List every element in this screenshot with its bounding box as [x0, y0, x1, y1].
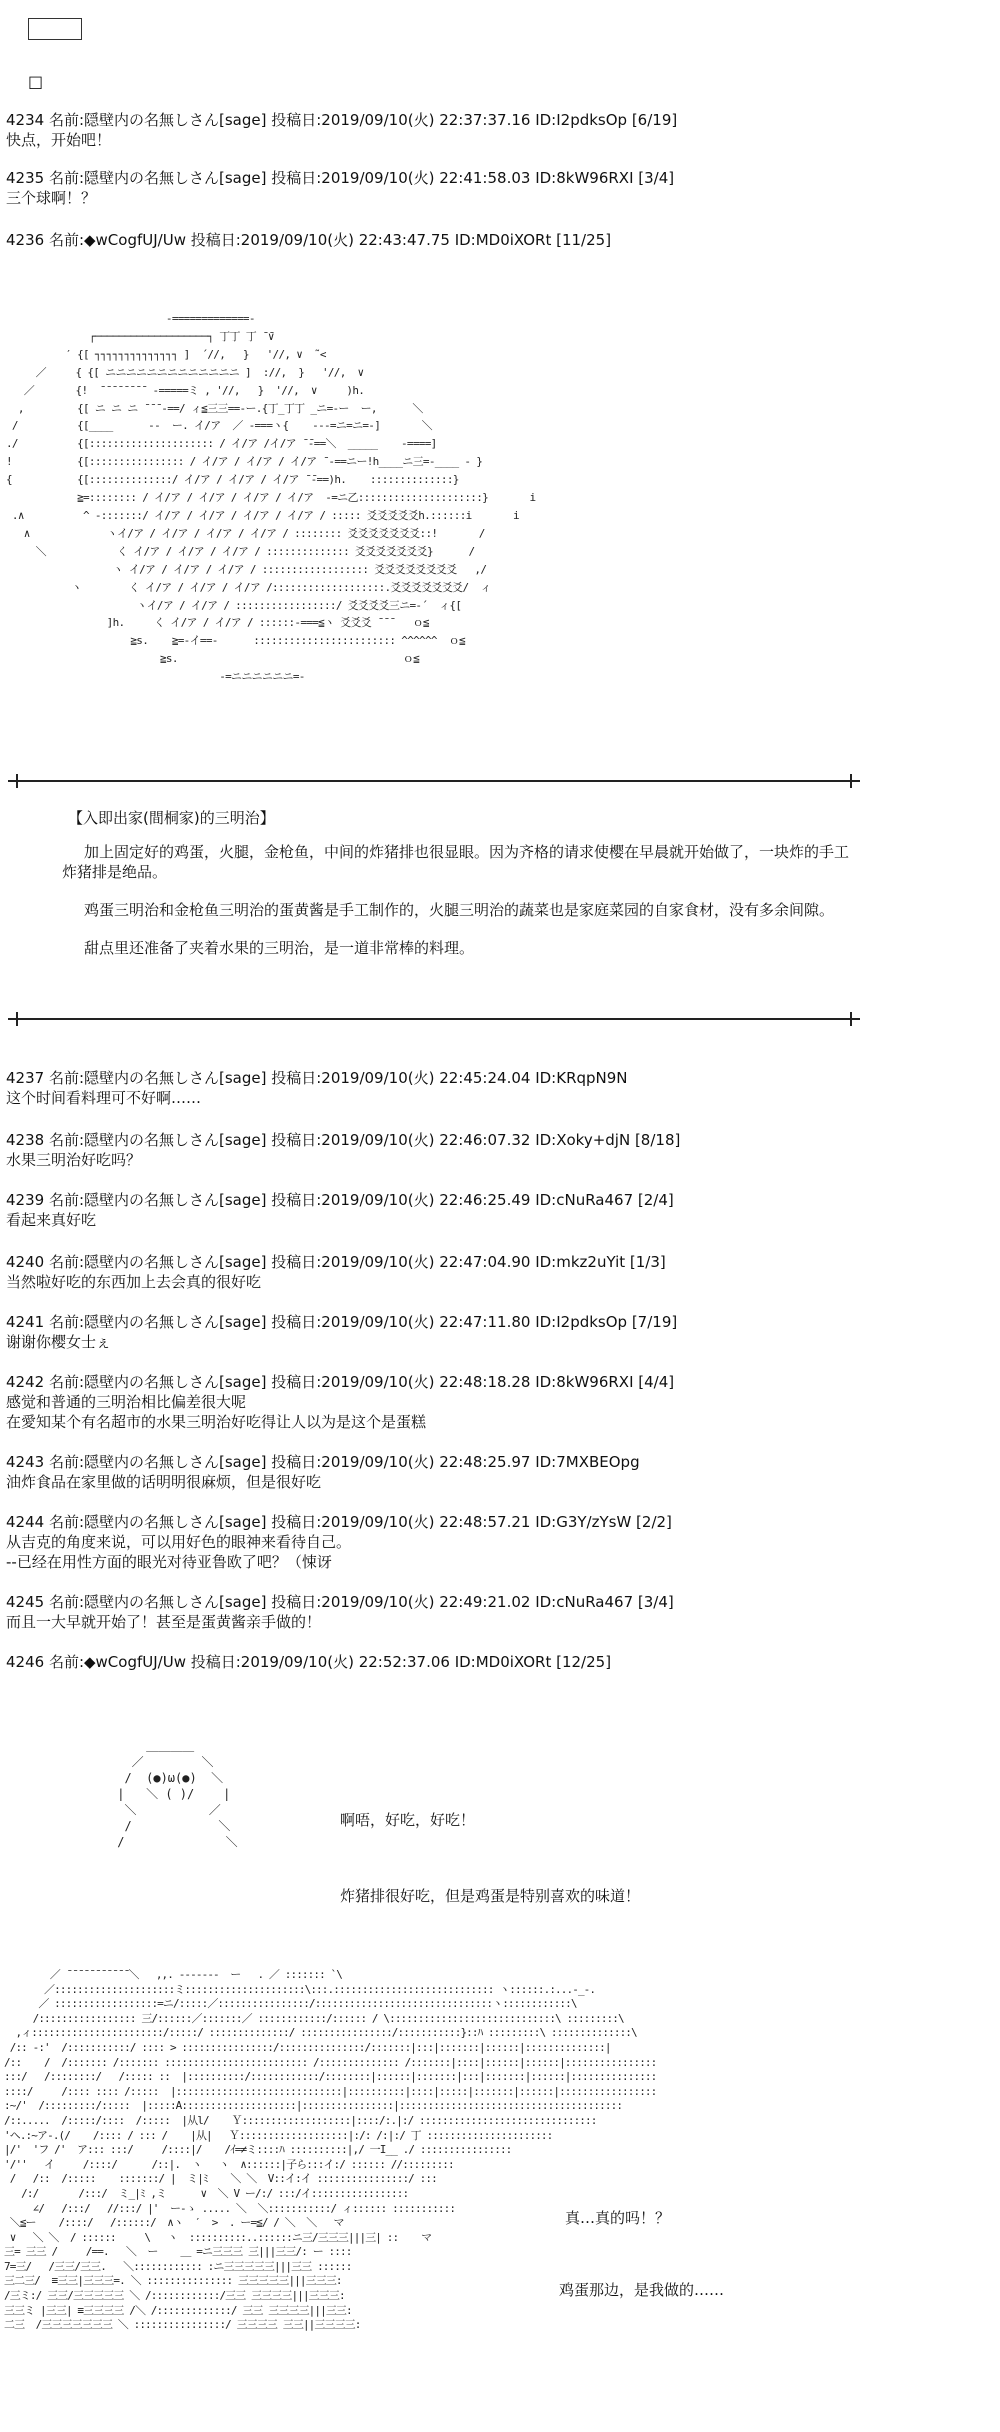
speech-line: 啊唔，好吃，好吃！: [340, 1811, 476, 1829]
post-header: 4240 名前:隠壁内の名無しさん[sage] 投稿日:2019/09/10(火) 22:47:04.90 ID:mkz2uYit [1/3]: [6, 1253, 666, 1271]
speech-bubble-2: [559, 2168, 725, 2320]
sandwich-paragraph: 鸡蛋三明治和金枪鱼三明治的蛋黄酱是手工制作的，火腿三明治的蔬菜也是家庭菜园的自家食材，没有多余间隙。: [84, 901, 835, 919]
post-body: 快点，开始吧！: [6, 131, 112, 149]
post-4241: [6, 1312, 677, 1352]
post-4245: [6, 1592, 674, 1632]
speech-line: 炸猪排很好吃，但是鸡蛋是特别喜欢的味道！: [340, 1887, 641, 1905]
post-header: 4239 名前:隠壁内の名無しさん[sage] 投稿日:2019/09/10(火) 22:46:25.49 ID:cNuRa467 [2/4]: [6, 1191, 674, 1209]
character-ascii-art: ＿＿＿＿ ／ ＼ / (●)ω(●) ＼ | ＼ ( )/ | ＼ ／ / ＼ / ＼: [117, 1739, 238, 1849]
divider-bottom: [8, 1018, 860, 1020]
post-header: 4241 名前:隠壁内の名無しさん[sage] 投稿日:2019/09/10(火) 22:47:11.80 ID:I2pdksOp [7/19]: [6, 1313, 678, 1331]
post-body: 三个球啊！？: [6, 189, 97, 207]
sandwich-title: 【入即出家(間桐家)的三明治】: [68, 809, 275, 827]
post-4235: [6, 168, 674, 208]
post-body: 在愛知某个有名超市的水果三明治好吃得让人以为是这个是蛋糕: [6, 1413, 427, 1431]
speech-line: 鸡蛋那边，是我做的……: [559, 2281, 725, 2299]
post-body: 看起来真好吃: [6, 1211, 97, 1229]
post-4240: [6, 1252, 666, 1292]
speech-bubble-1: [340, 1770, 640, 1926]
post-header: 4238 名前:隠壁内の名無しさん[sage] 投稿日:2019/09/10(火) 22:46:07.32 ID:Xoky+djN [8/18]: [6, 1131, 681, 1149]
post-body: 水果三明治好吃吗？: [6, 1151, 142, 1169]
sandwich-description: [62, 808, 862, 958]
header-box: [28, 18, 82, 40]
post-header: 4242 名前:隠壁内の名無しさん[sage] 投稿日:2019/09/10(火) 22:48:18.28 ID:8kW96RXI [4/4]: [6, 1373, 675, 1391]
speech-line: 真…真的吗！？: [565, 2209, 671, 2227]
post-body: 油炸食品在家里做的话明明很麻烦，但是很好吃: [6, 1473, 322, 1491]
post-4246: [6, 1652, 611, 1672]
post-body: 从吉克的角度来说，可以用好色的眼神来看待自己。: [6, 1533, 352, 1551]
post-body: 感觉和普通的三明治相比偏差很大呢: [6, 1393, 247, 1411]
post-header: 4234 名前:隠壁内の名無しさん[sage] 投稿日:2019/09/10(火) 22:37:37.16 ID:I2pdksOp [6/19]: [6, 111, 678, 129]
post-4239: [6, 1190, 674, 1230]
post-header: 4237 名前:隠壁内の名無しさん[sage] 投稿日:2019/09/10(火) 22:45:24.04 ID:KRqpN9N: [6, 1069, 628, 1087]
post-body: 而且一大早就开始了！甚至是蛋黄酱亲手做的！: [6, 1613, 322, 1631]
post-header: 4246 名前:◆wCogfUJ/Uw 投稿日:2019/09/10(火) 22:52:37.06 ID:MD0iXORt [12/25]: [6, 1653, 612, 1671]
post-4244: [6, 1512, 672, 1572]
post-header: 4245 名前:隠壁内の名無しさん[sage] 投稿日:2019/09/10(火) 22:49:21.02 ID:cNuRa467 [3/4]: [6, 1593, 674, 1611]
post-header: 4243 名前:隠壁内の名無しさん[sage] 投稿日:2019/09/10(火) 22:48:25.97 ID:7MXBEOpg: [6, 1453, 640, 1471]
post-4236: [6, 230, 611, 250]
sandwich-paragraph: 甜点里还准备了夹着水果的三明治，是一道非常棒的料理。: [84, 939, 475, 957]
post-4242: [6, 1372, 674, 1432]
sandwich-ascii-art: -=============- ┌───────────────────┐ 丁丁 丁 ̄ ̄∨ ′ {[ ┐┐┐┐┐┐┐┐┐┐┐┐┐┐ ] ´//, } '//, ∨ ˜< ／ { {[ ニニニニニニニニニニニニニ ] ://, } '//, ∨ ／ {! ̄ ̄ ̄ ̄ ̄ ̄ ̄ ̄ -=====ミ , '//, } '//, ∨ )h. , {[ ニ ニ ニ ̄ ̄ ̄ -==/ ィ≦三三==-ー.{丁_丁丁 _ニ=-ー ー, ＼ / {[____ -- ー. イ/ア ／ -===ヽ{ ---=ニ=ニ=-] ＼ ./ {[::::::::::::::::::::: / イ/ア /イ/ア ̄ ̄-==＼ _____ -====] ! {[:::::::::::::::: / イ/ア / イ/ア / イ/ア ̄ -==ニー!h____ニ三=-____ - } { {[::::::::::::::/ イ/ア / イ/ア / イ/ア ̄ ̄-==)h. ::::::::::::::} ≧=:::::::: / イ/ア / イ/ア / イ/ア / イ/ア -=ニ乙:::::::::::::::::::::} i .∧ ^ -:::::::/ イ/ア / イ/ア / イ/ア / イ/ア / ::::: 爻爻爻爻爻h.::::::i i ∧ ヽイ/ア / イ/ア / イ/ア / イ/ア / :::::::: 爻爻爻爻爻爻爻::! / ＼ く イ/ア / イ/ア / イ/ア / :::::::::::::: 爻爻爻爻爻爻爻} / ヽ イ/ア / イ/ア / イ/ア / :::::::::::::::::: 爻爻爻爻爻爻爻爻 ,/ ヽ く イ/ア / イ/ア / イ/ア /:::::::::::::::::::.爻爻爻爻爻爻爻/ ィ ヽイ/ア / イ/ア / :::::::::::::::::/ 爻爻爻爻三ニ=-´ ィ{[ ]h. く イ/ア / イ/ア / ::::::-===≦ヽ 爻爻爻 ̄ ̄ ̄ ｏ≦ ≧s. ≧=-イ==- :::::::::::::::::::::::: ^^^^^^ ｏ≦ ≧s. ｏ≦ -=ニニニニニニ=-: [6, 312, 536, 684]
crowd-ascii-art: ／ ̄ ̄ ̄ ̄ ̄ ̄ ̄ ̄ ̄ ̄ ̄ ＼ ,,. ------- ー . ／ ::::::: `\ ／:::::::::::::::::::::ミ:::::::::::::::::::::\:::.:::::::::::::::::::::::::::: ヽ::::::.:...-_-. ／ ::::::::::::::::::=ニ/:::::／::::::::::::::::/:::::::::::::::::::::::::::::::ヽ::::::::::::\ /::::::::::::::::: 三/::::::／:::::::／ ::::::::::::/:::::: / \:::::::::::::::::::::::::::::\ :::::::::\ ,ィ:::::::::::::::::::::::/:::::/ ::::::::::::::/ ::::::::::::::::/:::::::::::}::ﾊ :::::::::\ ::::::::::::::\ /:: -:' /:::::::::::/ :::: > ::::::::::::::::/:::::::::::::::/:::::::|:::|:::::::|::::::|::::::::::::::| /:: / /::::::: /::::::: ::::::::::::::::::::::::: /:::::::::::::: /:::::::|::::|::::::|::::::|:::::::::::::::: :::/ /::::::::/ /::::: :: |::::::::::/::::::::::::/::::::::|::::::|:::::::|:::|:::::::|::::::|::::::::::::::: ::::/ /:::: :::: /::::: |:::::::::::::::::::::::::::::|::::::::::|::::|:::::|:::::::|::::::|::::::::::::::::: :~/' /:::::::::/::::: |:::::A::::::::::::::::::::|::::::::::::::::|::::::::::::::::::::::::::::::::::::::: /::..... /:::::/:::: /::::: |从l/ Ｙ:::::::::::::::::::|::::/:.|:/ ::::::::::::::::::::::::::::::: 'ヘ.:~ア-.(/ /:::: / ::: / |从| Ｙ:::::::::::::::::::|:/: /:|:/ 丁 :::::::::::::::::::::: |/' 'フ /' ア::: :::/ /::::|/ /ｲ=≠ミ::::ﾊ ::::::::::|,/ 一I__ ./ :::::::::::::::: '/'' イ /::::/ /::|. ヽ ヽ ∧::::::|子ら:::イ:/ :::::: //::::::::: / /:: /::::: :::::::/ | ミ|ﾐ ＼ ＼ V::イ:イ ::::::::::::::::/ ::: /:/ /:::/ ミ_|ﾐ ,ミ ∨ ＼ V ー/:/ :::/イ::::::::::::::::: ∠/ /:::/ //:::/ |' ー-ゝ ..... ＼ ＼:::::::::::/ ィ:::::: ::::::::::: ＼≦ー /::::/ /::::::/ ∧ヽ ′ > . ー=≦/ / ＼ ＼ マ ∨ ＼ ＼ / :::::: \ ヽ ::::::::::..::::::ニ三/三三三|||三| :: マ 三= 三三 / /==. ＼ ー ＿ =ニ三三三 三|||三三/: ー :::: 7=三/ /三三/三三. ＼:::::::::::: :ニ三三三三三|||三三 :::::: 三二三/ ≡三三|三三三=. ＼ ::::::::::::::: 三三三三三|||三三三: /三ミ:/ 三三/三三三三三 ＼ /::::::::::::/三三 三三三三|||三三三: 三三ミ |三三| ≡三三三三 /＼ /:::::::::::::/ 三三 三三三三|||三三: 二三 /三三三三三三三 ＼ ::::::::::::::::/ 三三三三 三三||三三三三:: [4, 1968, 657, 2332]
post-4234: [6, 110, 677, 150]
post-body: 这个时间看料理可不好啊……: [6, 1089, 202, 1107]
square-glyph: □: [28, 72, 44, 91]
post-header: 4236 名前:◆wCogfUJ/Uw 投稿日:2019/09/10(火) 22:43:47.75 ID:MD0iXORt [11/25]: [6, 231, 612, 249]
divider-top: [8, 780, 860, 782]
post-4243: [6, 1452, 640, 1492]
post-header: 4244 名前:隠壁内の名無しさん[sage] 投稿日:2019/09/10(火) 22:48:57.21 ID:G3Y/zYsW [2/2]: [6, 1513, 672, 1531]
post-body: 谢谢你樱女士ぇ: [6, 1333, 112, 1351]
post-4237: [6, 1068, 628, 1108]
post-body: --已经在用性方面的眼光对待亚鲁欧了吧？（悚讶: [6, 1553, 332, 1571]
post-header: 4235 名前:隠壁内の名無しさん[sage] 投稿日:2019/09/10(火) 22:41:58.03 ID:8kW96RXI [3/4]: [6, 169, 675, 187]
post-4238: [6, 1130, 680, 1170]
post-body: 当然啦好吃的东西加上去会真的很好吃: [6, 1273, 262, 1291]
sandwich-paragraph: 加上固定好的鸡蛋，火腿，金枪鱼，中间的炸猪排也很显眼。因为齐格的请求使樱在早晨就开始做了，一块炸的手工炸猪排是绝品。: [62, 843, 850, 881]
